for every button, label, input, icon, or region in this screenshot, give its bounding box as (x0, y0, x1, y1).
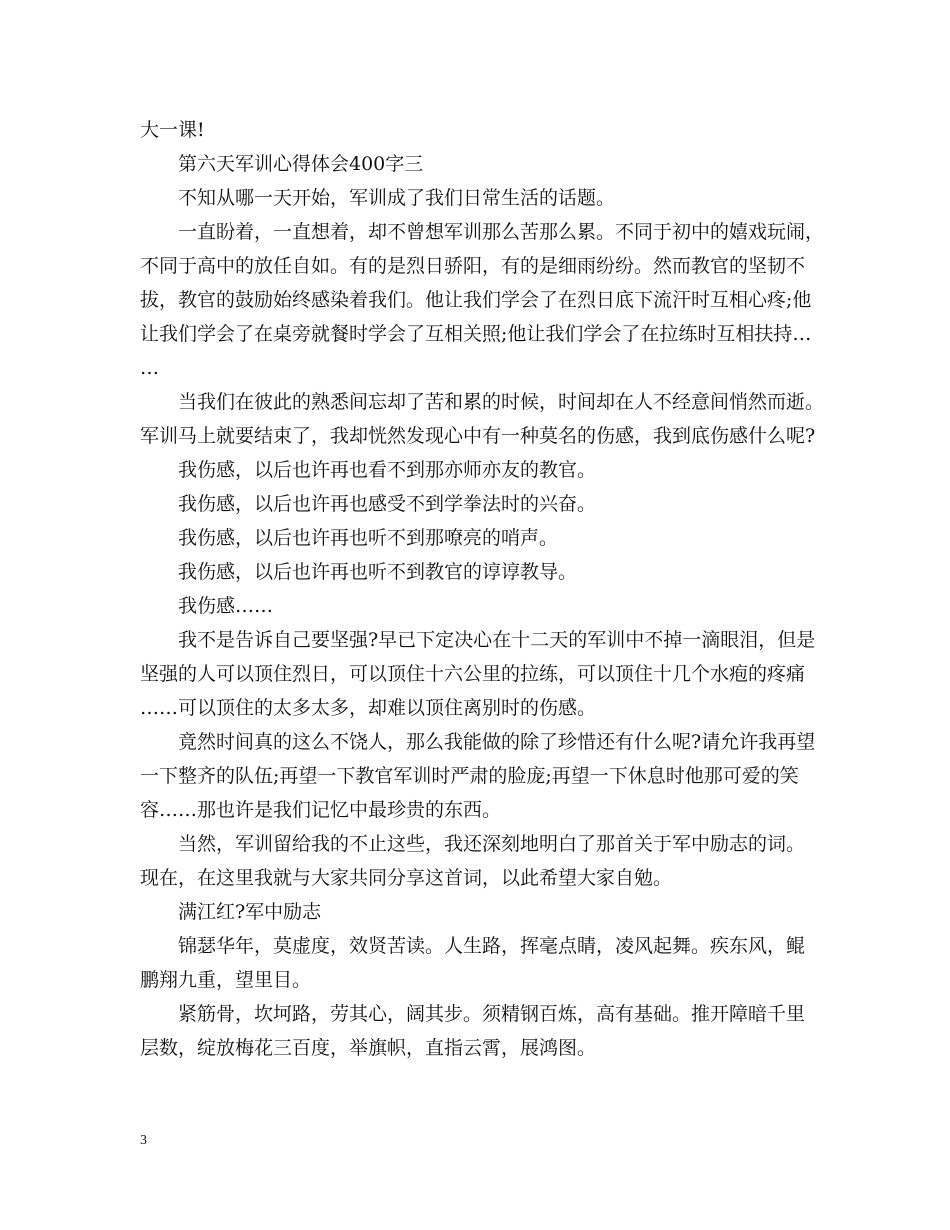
text-line: 鹏翔九重，望里目。 (140, 969, 312, 991)
text-line: 一下整齐的队伍;再望一下教官军训时严肃的脸庞;再望一下休息时他那可爱的笑 (140, 765, 799, 787)
text-line: 不同于高中的放任自如。有的是烈日骄阳，有的是细雨纷纷。然而教官的坚韧不 (140, 255, 806, 277)
text-line: 我伤感，以后也许再也听不到教官的谆谆教导。 (178, 561, 578, 583)
text-line: 容……那也许是我们记忆中最珍贵的东西。 (140, 799, 502, 821)
text-line: 我不是告诉自己要坚强?早已下定决心在十二天的军训中不掉一滴眼泪，但是 (178, 629, 816, 651)
text-line: 我伤感，以后也许再也看不到那亦师亦友的教官。 (178, 459, 597, 481)
text-line: 我伤感…… (178, 595, 274, 617)
text-line: 我伤感，以后也许再也听不到那嘹亮的哨声。 (178, 527, 559, 549)
text-line: … (140, 357, 159, 379)
text-line: 大一课! (140, 119, 205, 141)
text-line: 现在，在这里我就与大家共同分享这首词，以此希望大家自勉。 (140, 867, 673, 889)
text-line: ……可以顶住的太多太多，却难以顶住离别时的伤感。 (140, 697, 597, 719)
text-line: 我伤感，以后也许再也感受不到学拳法时的兴奋。 (178, 493, 597, 515)
text-line: 拔，教官的鼓励始终感染着我们。他让我们学会了在烈日底下流汗时互相心疼;他 (140, 289, 812, 311)
text-line: 不知从哪一天开始，军训成了我们日常生活的话题。 (178, 187, 616, 209)
text-line: 层数，绽放梅花三百度，举旗帜，直指云霄，展鸿图。 (140, 1037, 597, 1059)
text-line: 军训马上就要结束了，我却恍然发现心中有一种莫名的伤感，我到底伤感什么呢? (140, 425, 816, 447)
text-line: 一直盼着，一直想着，却不曾想军训那么苦那么累。不同于初中的嬉戏玩闹， (178, 221, 825, 243)
text-line: 当然，军训留给我的不止这些，我还深刻地明白了那首关于军中励志的词。 (178, 833, 806, 855)
text-line: 当我们在彼此的熟悉间忘却了苦和累的时候，时间却在人不经意间悄然而逝。 (178, 391, 825, 413)
text-line: 坚强的人可以顶住烈日，可以顶住十六公里的拉练，可以顶住十几个水疱的疼痛 (140, 663, 806, 685)
text-line: 紧筋骨，坎坷路，劳其心，阔其步。须精钢百炼，高有基础。推开障暗千里 (178, 1003, 806, 1025)
text-line: 竟然时间真的这么不饶人，那么我能做的除了珍惜还有什么呢?请允许我再望 (178, 731, 816, 753)
page-number: 3 (140, 1133, 147, 1148)
text-line: 锦瑟华年，莫虚度，效贤苦读。人生路，挥毫点睛，凌风起舞。疾东风，鲲 (178, 935, 806, 957)
text-line: 第六天军训心得体会400字三 (178, 153, 424, 175)
text-line: 让我们学会了在桌旁就餐时学会了互相关照;他让我们学会了在拉练时互相扶持… (140, 323, 812, 345)
text-line: 满江红?军中励志 (178, 901, 322, 923)
